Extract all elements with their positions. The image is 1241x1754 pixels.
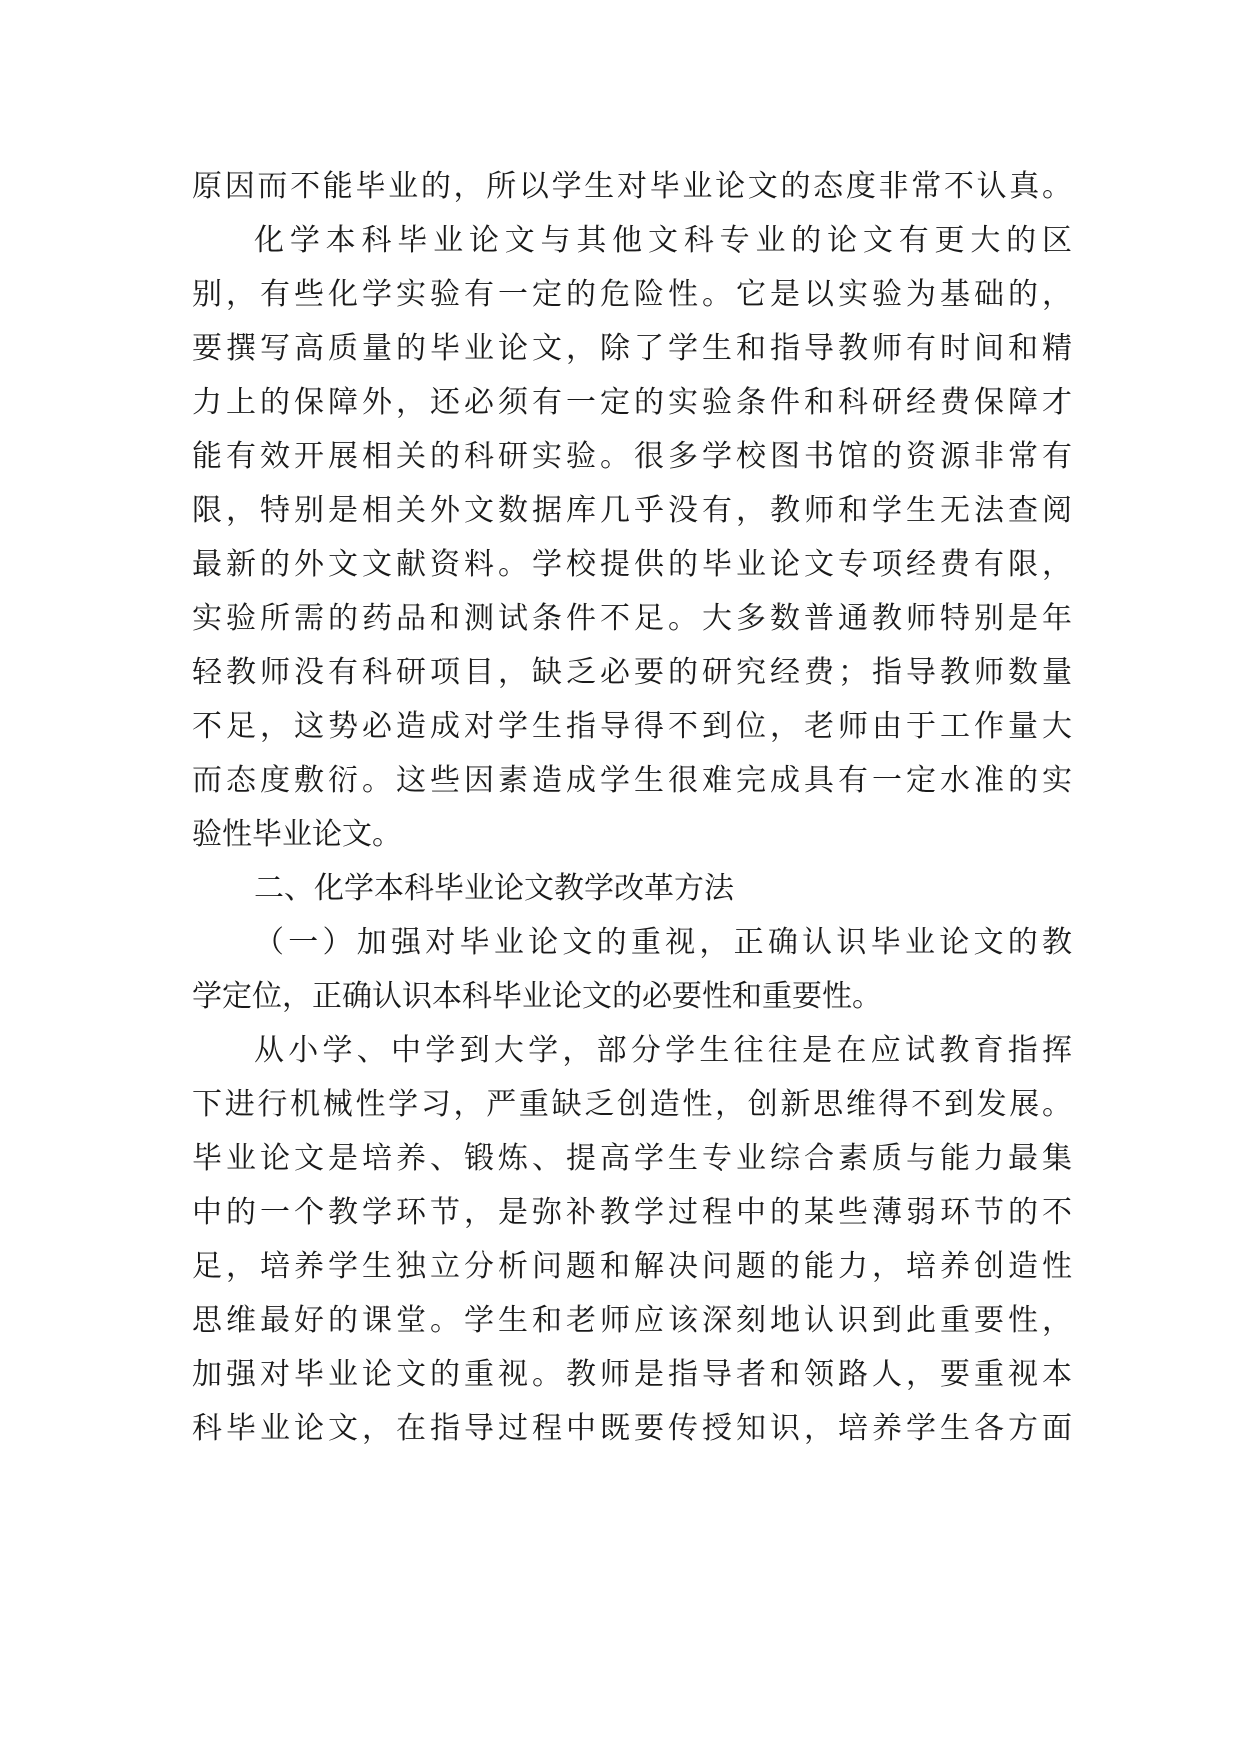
text-line: 从小学、中学到大学，部分学生往往是在应试教育指挥 (254, 1033, 1072, 1068)
text-line: 能有效开展相关的科研实验。很多学校图书馆的资源非常有 (192, 439, 1072, 474)
section-heading: 二、化学本科毕业论文教学改革方法 (254, 871, 734, 906)
text-line: 不足，这势必造成对学生指导得不到位，老师由于工作量大 (192, 709, 1072, 744)
body-text (192, 160, 1072, 1456)
text-line: 下进行机械性学习，严重缺乏创造性，创新思维得不到发展。 (192, 1087, 1072, 1122)
text-line: 最新的外文文献资料。学校提供的毕业论文专项经费有限， (192, 547, 1072, 582)
text-line: 思维最好的课堂。学生和老师应该深刻地认识到此重要性， (192, 1303, 1072, 1338)
text-line: 原因而不能毕业的，所以学生对毕业论文的态度非常不认真。 (192, 169, 1072, 204)
subsection-heading-continued: 学定位，正确认识本科毕业论文的必要性和重要性。 (192, 979, 882, 1014)
text-line: 毕业论文是培养、锻炼、提高学生专业综合素质与能力最集 (192, 1141, 1072, 1176)
text-line: 验性毕业论文。 (192, 817, 402, 852)
text-line: 足，培养学生独立分析问题和解决问题的能力，培养创造性 (192, 1249, 1072, 1284)
text-line: 实验所需的药品和测试条件不足。大多数普通教师特别是年 (192, 601, 1072, 636)
text-line: 限，特别是相关外文数据库几乎没有，教师和学生无法查阅 (192, 493, 1072, 528)
text-line: 化学本科毕业论文与其他文科专业的论文有更大的区 (254, 223, 1072, 258)
text-line: 别，有些化学实验有一定的危险性。它是以实验为基础的， (192, 277, 1072, 312)
text-line: 加强对毕业论文的重视。教师是指导者和领路人，要重视本 (192, 1357, 1072, 1392)
text-line: 要撰写高质量的毕业论文，除了学生和指导教师有时间和精 (192, 331, 1072, 366)
text-line: 力上的保障外，还必须有一定的实验条件和科研经费保障才 (192, 385, 1072, 420)
text-line: 科毕业论文，在指导过程中既要传授知识，培养学生各方面 (192, 1411, 1072, 1446)
text-line: 而态度敷衍。这些因素造成学生很难完成具有一定水准的实 (192, 763, 1072, 798)
subsection-heading: （一）加强对毕业论文的重视，正确认识毕业论文的教 (254, 925, 1072, 960)
text-line: 中的一个教学环节，是弥补教学过程中的某些薄弱环节的不 (192, 1195, 1072, 1230)
text-line: 轻教师没有科研项目，缺乏必要的研究经费；指导教师数量 (192, 655, 1072, 690)
